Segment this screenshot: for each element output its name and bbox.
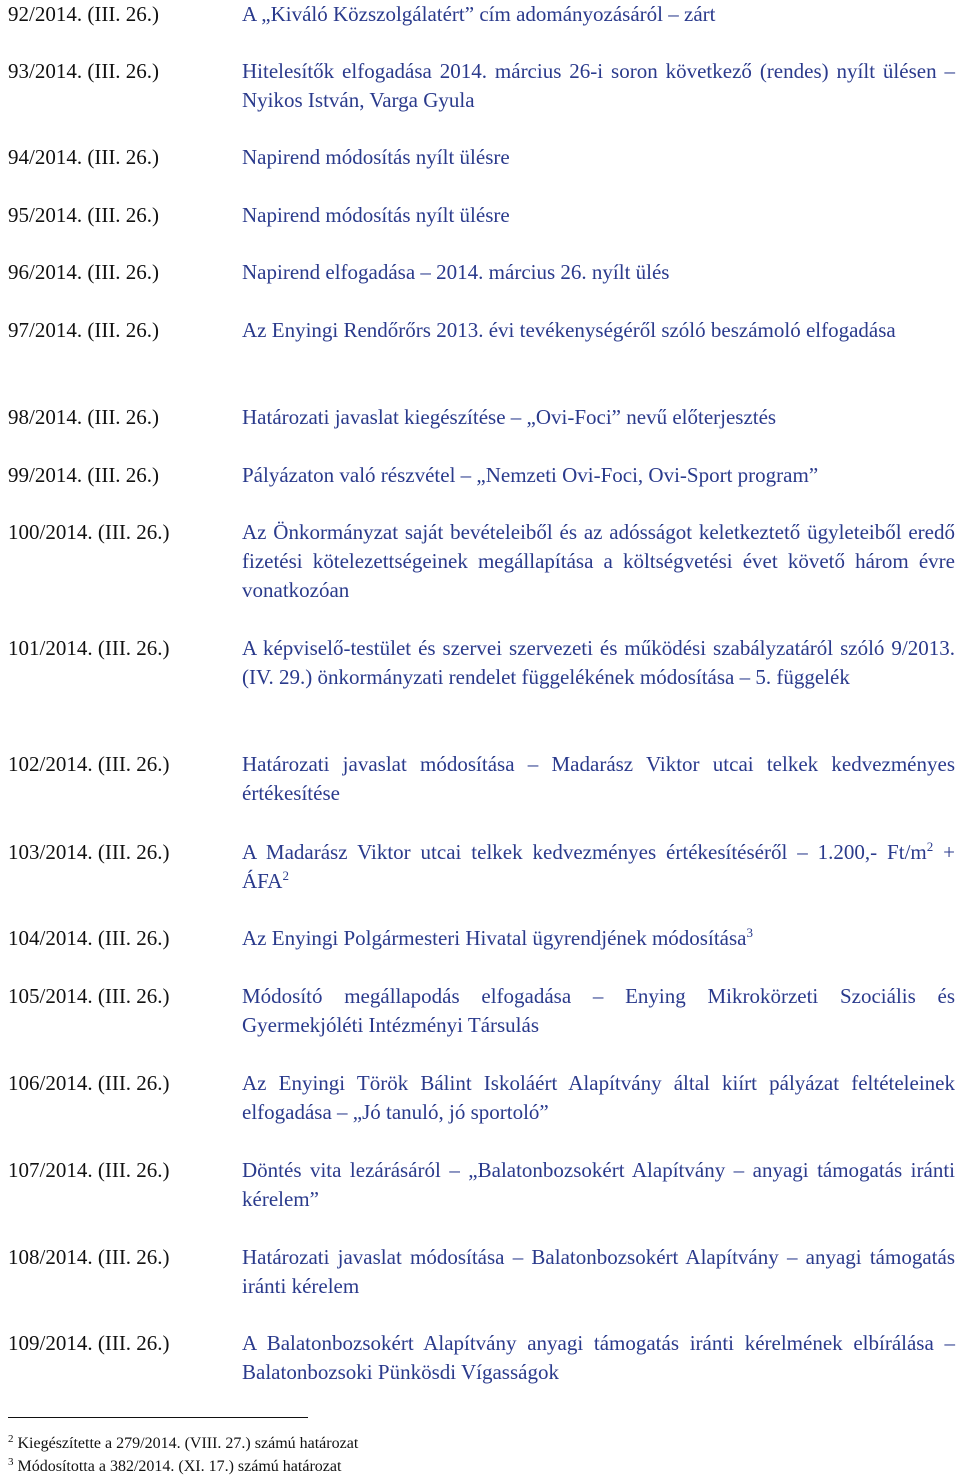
resolution-title: Határozati javaslat módosítása – Balatonbozsokért Alapítvány – anyagi támogatás iránti kérelem [242, 1245, 955, 1298]
resolution-number: 94/2014. (III. 26.) [8, 145, 160, 169]
resolution-title: Határozati javaslat módosítása – Madarász Viktor utcai telkek kedvezményes értékesítése [242, 752, 955, 805]
resolution-title: Napirend elfogadása – 2014. március 26. nyílt ülés [242, 260, 670, 284]
resolution-title: Napirend módosítás nyílt ülésre [242, 203, 510, 227]
resolution-number: 103/2014. (III. 26.) [8, 840, 170, 864]
resolution-number: 97/2014. (III. 26.) [8, 318, 160, 342]
footnote-text: Kiegészítette a 279/2014. (VIII. 27.) számú határozat [17, 1435, 359, 1452]
resolution-title: A képviselő-testület és szervei szervezeti és működési szabályzatáról szóló 9/2013. (IV. 29.) önkormányzati rendelet függelékének módosítása – 5. függelék [242, 636, 955, 689]
resolution-title: A Balatonbozsokért Alapítvány anyagi támogatás iránti kérelmének elbírálása – Balatonbozsoki Pünkösdi Vígasságok [242, 1331, 955, 1384]
resolution-title: A „Kiváló Közszolgálatért” cím adományozásáról – zárt [242, 2, 716, 26]
footnote-ref: 2 [926, 839, 934, 854]
resolution-number: 108/2014. (III. 26.) [8, 1245, 170, 1269]
footnote-text: Módosította a 382/2014. (XI. 17.) számú határozat [17, 1458, 342, 1475]
resolution-number: 106/2014. (III. 26.) [8, 1071, 170, 1095]
footnote-ref: 2 [282, 868, 289, 883]
resolution-number: 98/2014. (III. 26.) [8, 405, 160, 429]
resolution-title: Napirend módosítás nyílt ülésre [242, 145, 510, 169]
resolution-title: Határozati javaslat kiegészítése – „Ovi-Foci” nevű előterjesztés [242, 405, 777, 429]
resolution-number: 104/2014. (III. 26.) [8, 926, 170, 950]
resolution-title: Döntés vita lezárásáról – „Balatonbozsokért Alapítvány – anyagi támogatás iránti kérelem” [242, 1158, 955, 1211]
resolution-title: Módosító megállapodás elfogadása – Enying Mikrokörzeti Szociális és Gyermekjóléti Intézményi Társulás [242, 984, 955, 1037]
resolution-number: 107/2014. (III. 26.) [8, 1158, 170, 1182]
resolution-number: 101/2014. (III. 26.) [8, 636, 170, 660]
resolution-title: Hitelesítők elfogadása 2014. március 26-i soron következő (rendes) nyílt ülésen – Nyikos István, Varga Gyula [242, 59, 955, 112]
resolution-title [242, 838, 955, 896]
footnote [8, 1434, 358, 1454]
resolution-number: 96/2014. (III. 26.) [8, 260, 160, 284]
footnote [8, 1457, 341, 1477]
footnote-ref: 3 [746, 925, 753, 940]
resolution-number: 93/2014. (III. 26.) [8, 59, 160, 83]
resolution-number: 105/2014. (III. 26.) [8, 984, 170, 1008]
resolution-number: 99/2014. (III. 26.) [8, 463, 160, 487]
resolution-title: Az Enyingi Rendőrőrs 2013. évi tevékenységéről szóló beszámoló elfogadása [242, 318, 896, 342]
footnote-mark: 3 [8, 1456, 14, 1468]
resolution-title-text: Az Enyingi Polgármesteri Hivatal ügyrendjének módosítása [242, 926, 747, 950]
resolution-title-text: + ÁFA [242, 840, 956, 893]
resolution-title-text: A Madarász Viktor utcai telkek kedvezményes értékesítéséről – 1.200,- Ft/m [242, 840, 927, 864]
resolution-number: 102/2014. (III. 26.) [8, 752, 170, 776]
footnote-mark: 2 [8, 1433, 14, 1445]
footnote-separator [8, 1417, 308, 1418]
resolution-title: Az Enyingi Török Bálint Iskoláért Alapítvány által kiírt pályázat feltételeinek elfogadása – „Jó tanuló, jó sportoló” [242, 1071, 955, 1124]
resolution-title: Az Önkormányzat saját bevételeiből és az adósságot keletkeztető ügyleteiből eredő fizetési kötelezettségeinek megállapítása a költségvetési évet követő három évre vonatkozóan [242, 520, 955, 602]
resolution-number: 109/2014. (III. 26.) [8, 1331, 170, 1355]
resolution-number: 92/2014. (III. 26.) [8, 2, 160, 26]
resolution-number: 95/2014. (III. 26.) [8, 203, 160, 227]
resolution-title: Pályázaton való részvétel – „Nemzeti Ovi-Foci, Ovi-Sport program” [242, 463, 819, 487]
resolution-number: 100/2014. (III. 26.) [8, 520, 170, 544]
resolution-title [242, 924, 955, 953]
